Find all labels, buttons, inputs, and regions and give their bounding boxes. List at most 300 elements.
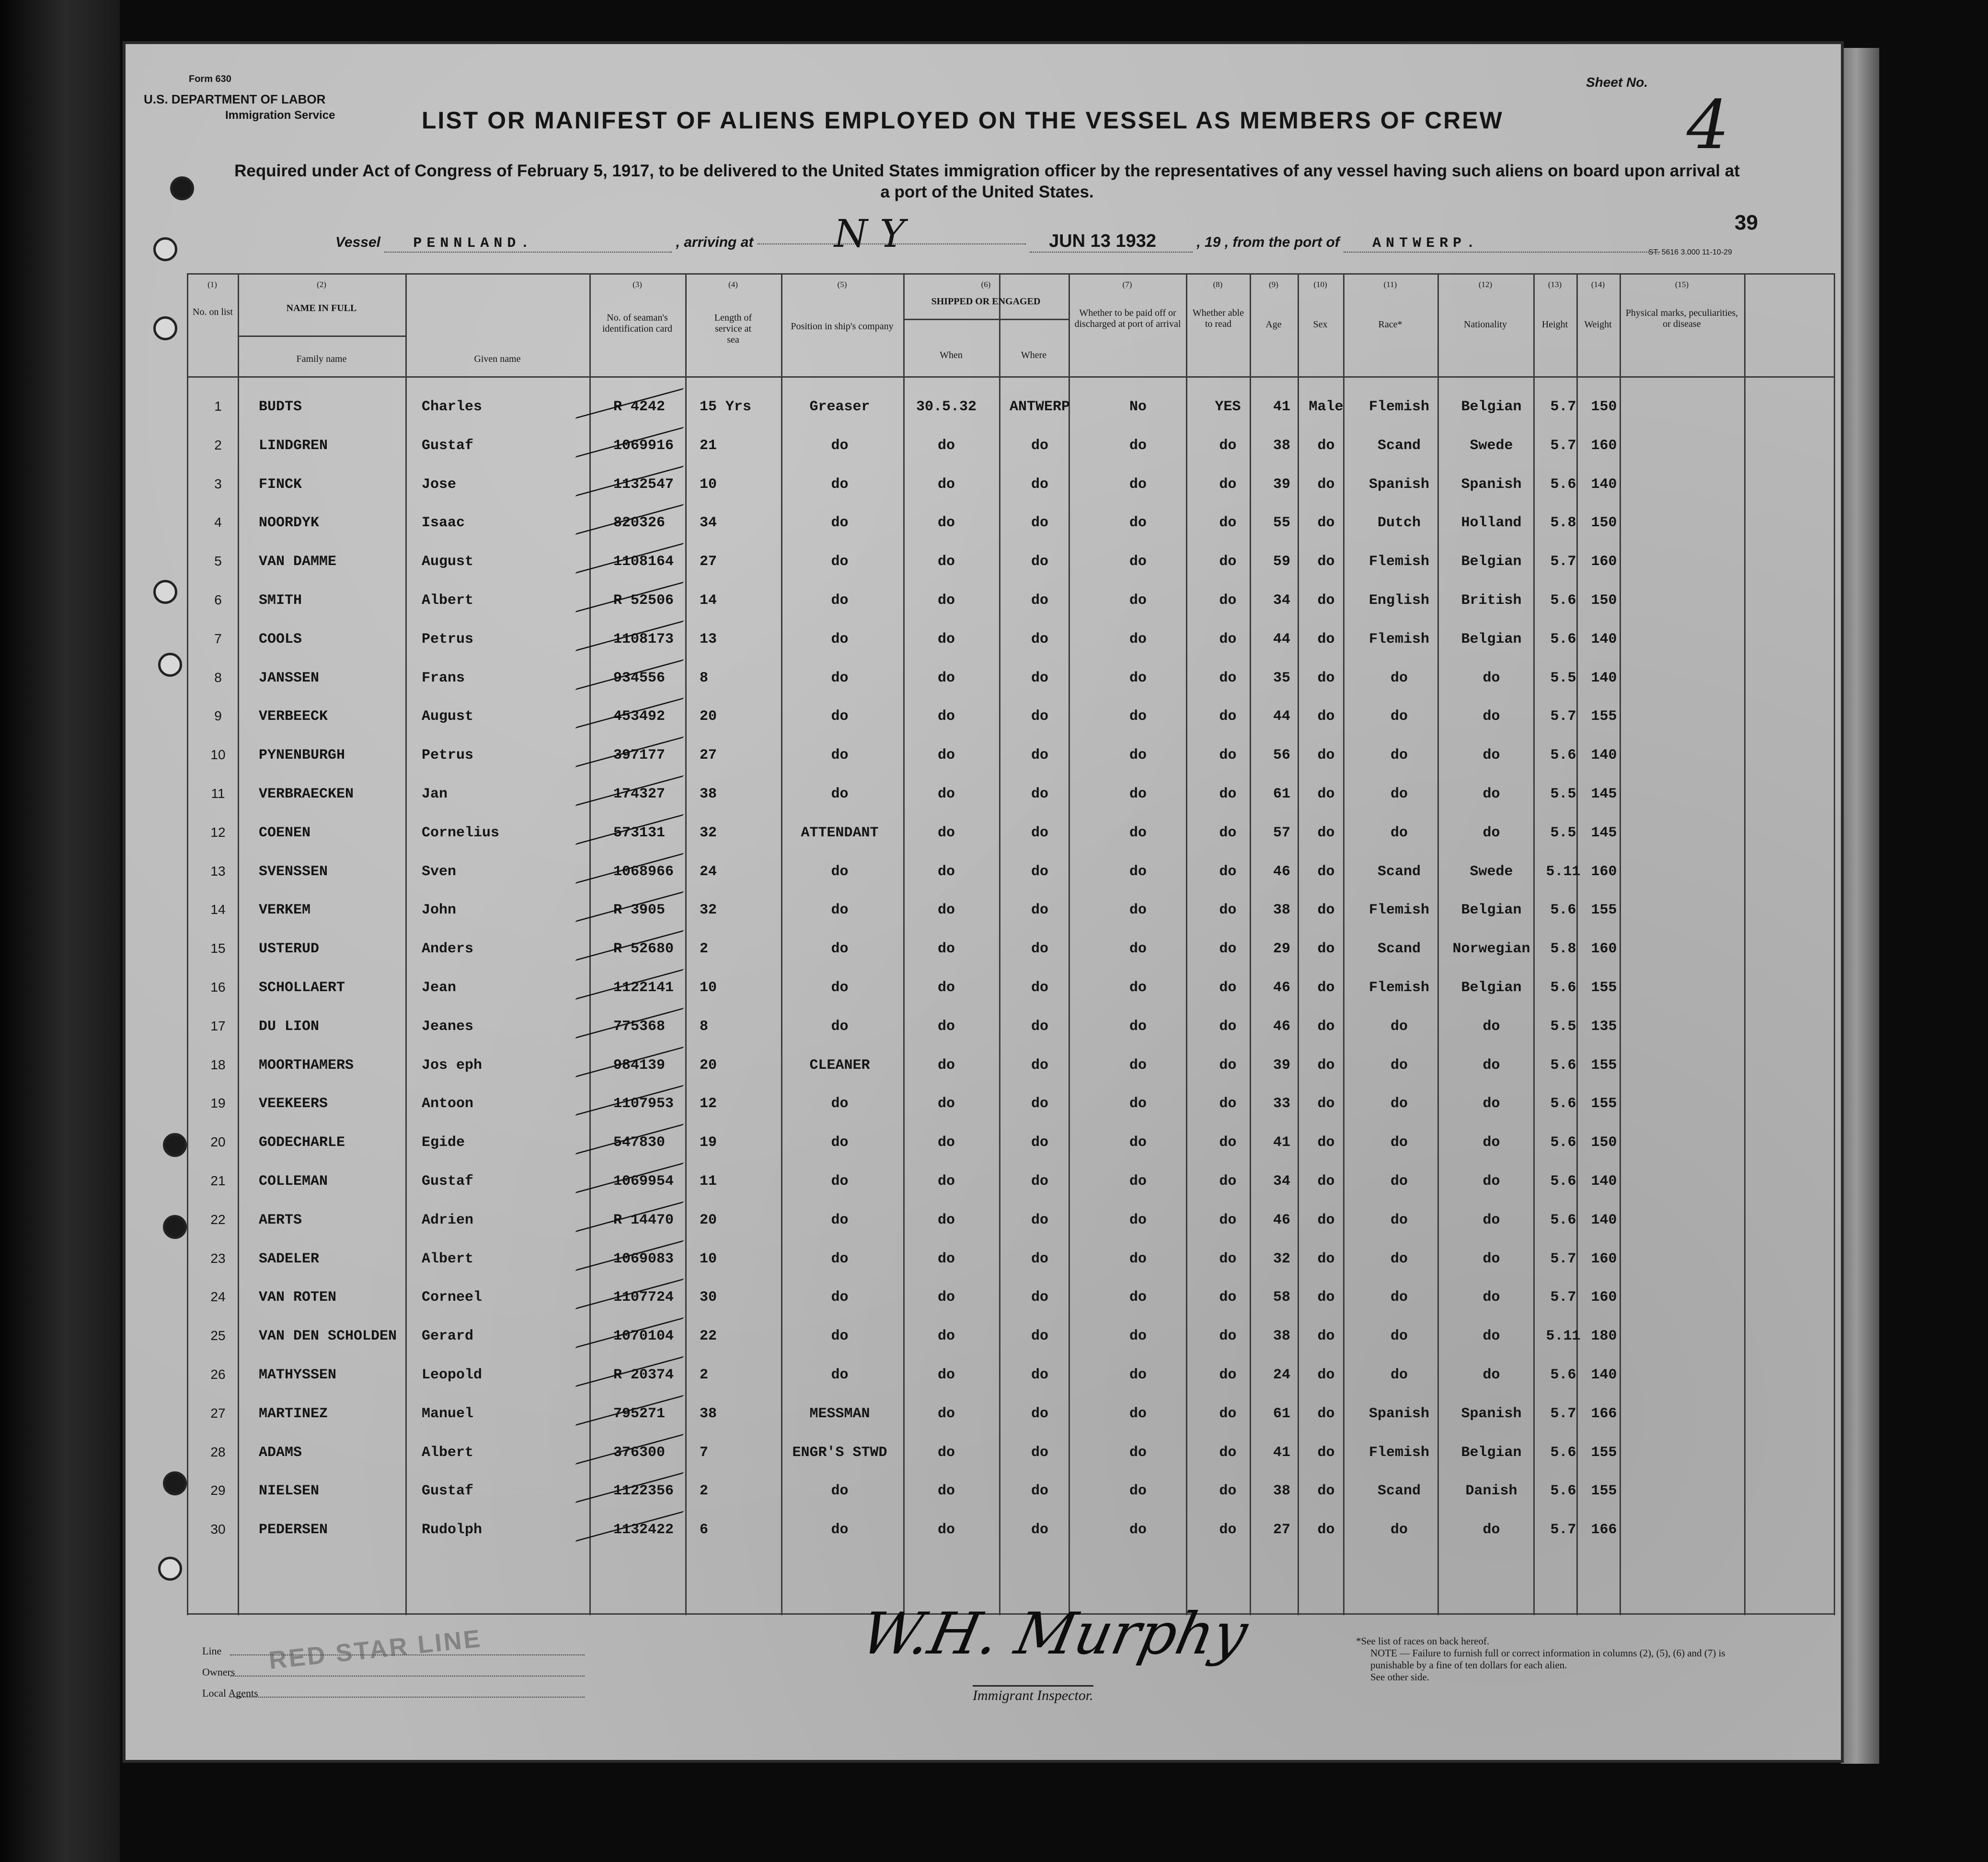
row-number-cell: 2 xyxy=(214,437,222,452)
inspector-signature: W.H. Murphy xyxy=(855,1601,1253,1667)
nationality-cell: do xyxy=(1482,1367,1500,1383)
given-name-cell: Frans xyxy=(422,670,465,686)
paid-off-cell: do xyxy=(1129,1483,1147,1500)
given-name-cell: Cornelius xyxy=(422,824,500,841)
row-number-cell: 9 xyxy=(214,708,222,724)
able-to-read-cell: do xyxy=(1219,824,1237,841)
shipped-when-cell: do xyxy=(937,554,955,570)
row-number-cell: 30 xyxy=(210,1522,226,1537)
height-cell: 5.6 xyxy=(1550,1057,1576,1074)
height-cell: 5.7 xyxy=(1550,554,1576,570)
age-cell: 34 xyxy=(1273,1173,1290,1190)
shipped-where-cell: do xyxy=(1031,1405,1048,1422)
able-to-read-cell: do xyxy=(1219,708,1237,725)
height-cell: 5.5 xyxy=(1550,670,1576,686)
family-name-cell: COOLS xyxy=(259,631,302,648)
id-card-cell: 934556 xyxy=(613,670,666,686)
height-cell: 5.7 xyxy=(1550,399,1576,415)
position-cell: do xyxy=(831,1096,849,1112)
nationality-cell: do xyxy=(1482,824,1500,841)
id-card-cell: R 52506 xyxy=(613,592,674,609)
table-row xyxy=(187,698,1835,736)
able-to-read-cell: do xyxy=(1219,1405,1237,1422)
nationality-cell: do xyxy=(1482,1096,1500,1112)
age-cell: 56 xyxy=(1273,747,1290,764)
sex-cell: do xyxy=(1317,554,1335,570)
height-cell: 5.6 xyxy=(1550,902,1576,919)
nationality-cell: Swede xyxy=(1470,863,1513,880)
table-row xyxy=(187,1124,1835,1162)
row-number-cell: 14 xyxy=(210,902,226,917)
height-cell: 5.6 xyxy=(1550,1444,1576,1461)
height-cell: 5.6 xyxy=(1550,1173,1576,1190)
race-cell: do xyxy=(1390,708,1408,725)
nationality-cell: Danish xyxy=(1465,1483,1517,1500)
shipped-when-cell: do xyxy=(937,941,955,958)
family-name-cell: PYNENBURGH xyxy=(259,747,345,764)
nationality-cell: Spanish xyxy=(1461,476,1522,493)
family-name-cell: VAN DAMME xyxy=(259,554,337,570)
age-cell: 34 xyxy=(1273,592,1290,609)
family-name-cell: MATHYSSEN xyxy=(259,1367,337,1383)
id-card-cell: 795271 xyxy=(613,1405,666,1422)
age-cell: 46 xyxy=(1273,980,1290,996)
shipped-where-cell: do xyxy=(1031,476,1048,493)
id-card-cell: 1122141 xyxy=(613,980,674,996)
sex-cell: do xyxy=(1317,1134,1335,1151)
shipped-where-cell: do xyxy=(1031,592,1048,609)
age-cell: 33 xyxy=(1273,1096,1290,1112)
sheet-label: Sheet No. xyxy=(1586,75,1648,90)
given-name-cell: John xyxy=(422,902,457,919)
weight-cell: 145 xyxy=(1591,824,1617,841)
able-to-read-cell: do xyxy=(1219,1483,1237,1500)
note-other-side: See other side. xyxy=(1370,1671,1430,1683)
table-row xyxy=(187,969,1835,1007)
able-to-read-cell: do xyxy=(1219,747,1237,764)
table-row xyxy=(187,1047,1835,1085)
paid-off-cell: do xyxy=(1129,941,1147,958)
id-card-cell: 397177 xyxy=(613,747,666,764)
nationality-cell: do xyxy=(1482,747,1500,764)
table-row xyxy=(187,659,1835,698)
sex-cell: do xyxy=(1317,476,1335,493)
age-cell: 61 xyxy=(1273,1405,1290,1422)
family-name-cell: GODECHARLE xyxy=(259,1134,345,1151)
service-length-cell: 30 xyxy=(700,1289,717,1306)
family-name-cell: VERBRAECKEN xyxy=(259,786,354,802)
paid-off-cell: do xyxy=(1129,1057,1147,1074)
shipped-when-cell: do xyxy=(937,1483,955,1500)
weight-cell: 140 xyxy=(1591,476,1617,493)
able-to-read-cell: do xyxy=(1219,1444,1237,1461)
family-name-cell: AERTS xyxy=(259,1212,302,1228)
header-height: Height xyxy=(1541,319,1568,330)
shipped-when-cell: do xyxy=(937,476,955,493)
form-code: ST. 5616 3.000 11-10-29 xyxy=(1648,248,1732,256)
row-number-cell: 5 xyxy=(214,554,222,569)
nationality-cell: Swede xyxy=(1470,437,1513,454)
row-number-cell: 4 xyxy=(214,515,222,530)
service-length-cell: 2 xyxy=(700,941,709,958)
punch-hole xyxy=(158,1557,182,1581)
red-star-line-stamp: RED STAR LINE xyxy=(267,1624,483,1675)
service-length-cell: 27 xyxy=(700,747,717,764)
race-cell: Flemish xyxy=(1368,902,1430,919)
given-name-cell: Gustaf xyxy=(422,1483,474,1500)
sex-cell: do xyxy=(1317,1018,1335,1035)
shipped-when-cell: do xyxy=(937,1057,955,1074)
age-cell: 46 xyxy=(1273,1018,1290,1035)
header-shipped: SHIPPED OR ENGAGED xyxy=(931,296,1041,307)
weight-cell: 150 xyxy=(1591,1134,1617,1151)
service-length-cell: 20 xyxy=(700,1212,717,1228)
row-number-cell: 21 xyxy=(210,1173,226,1188)
age-cell: 44 xyxy=(1273,631,1290,648)
nationality-cell: do xyxy=(1482,1289,1500,1306)
header-no-on-list: No. on list xyxy=(193,307,233,317)
able-to-read-cell: do xyxy=(1219,1134,1237,1151)
service-length-cell: 24 xyxy=(700,863,717,880)
row-number-cell: 3 xyxy=(214,476,222,491)
weight-cell: 140 xyxy=(1591,1173,1617,1190)
able-to-read-cell: do xyxy=(1219,1522,1237,1538)
header-family-name: Family name xyxy=(296,354,347,364)
family-name-cell: PEDERSEN xyxy=(259,1522,328,1538)
weight-cell: 160 xyxy=(1591,863,1617,880)
position-cell: do xyxy=(831,670,849,686)
shipped-when-cell: do xyxy=(937,747,955,764)
shipped-where-cell: ANTWERP xyxy=(1009,399,1070,415)
service-length-cell: 10 xyxy=(700,476,717,493)
family-name-cell: SVENSSEN xyxy=(259,863,328,880)
nationality-cell: Belgian xyxy=(1461,902,1522,919)
from-label: , from the port of xyxy=(1224,234,1340,250)
sex-cell: do xyxy=(1317,1444,1335,1461)
service-length-cell: 10 xyxy=(700,1250,717,1267)
paid-off-cell: do xyxy=(1129,670,1147,686)
position-cell: MESSMAN xyxy=(809,1405,870,1422)
sex-cell: do xyxy=(1317,863,1335,880)
position-cell: do xyxy=(831,1522,849,1538)
shipped-when-cell: do xyxy=(937,515,955,532)
shipped-where-cell: do xyxy=(1031,1018,1048,1035)
row-number-cell: 17 xyxy=(210,1018,226,1033)
race-cell: do xyxy=(1390,1018,1408,1035)
header-when: When xyxy=(940,350,963,360)
able-to-read-cell: do xyxy=(1219,476,1237,493)
nationality-cell: Norwegian xyxy=(1452,941,1530,958)
table-row xyxy=(187,1395,1835,1434)
position-cell: do xyxy=(831,1328,849,1345)
race-cell: do xyxy=(1390,1367,1408,1383)
given-name-cell: Jos eph xyxy=(422,1057,483,1074)
paid-off-cell: do xyxy=(1129,1444,1147,1461)
height-cell: 5.6 xyxy=(1550,476,1576,493)
service-length-cell: 6 xyxy=(700,1522,709,1538)
family-name-cell: BUDTS xyxy=(259,399,302,415)
able-to-read-cell: do xyxy=(1219,1057,1237,1074)
id-card-cell: 453492 xyxy=(613,708,666,725)
sex-cell: do xyxy=(1317,786,1335,802)
paid-off-cell: do xyxy=(1129,747,1147,764)
position-cell: do xyxy=(831,747,849,764)
given-name-cell: Gustaf xyxy=(422,437,474,454)
punch-hole xyxy=(153,237,177,261)
shipped-where-cell: do xyxy=(1031,437,1048,454)
row-number-cell: 19 xyxy=(210,1096,226,1111)
shipped-header-rule xyxy=(903,319,1069,320)
family-name-cell: USTERUD xyxy=(259,941,320,958)
given-name-cell: Albert xyxy=(422,592,474,609)
shipped-where-cell: do xyxy=(1031,1134,1048,1151)
table-row xyxy=(187,1356,1835,1395)
row-number-cell: 8 xyxy=(214,670,222,685)
sex-cell: do xyxy=(1317,708,1335,725)
vessel-name: PENNLAND. xyxy=(384,235,672,253)
position-cell: do xyxy=(831,592,849,609)
shipped-when-cell: do xyxy=(937,1522,955,1538)
service-length-cell: 19 xyxy=(700,1134,717,1151)
able-to-read-cell: do xyxy=(1219,941,1237,958)
shipped-where-cell: do xyxy=(1031,708,1048,725)
age-cell: 41 xyxy=(1273,1134,1290,1151)
position-cell: do xyxy=(831,980,849,996)
shipped-when-cell: do xyxy=(937,1134,955,1151)
height-cell: 5.6 xyxy=(1550,1483,1576,1500)
row-number-cell: 13 xyxy=(210,863,226,879)
header-id-card: No. of seaman's identification card xyxy=(602,312,673,334)
shipped-when-cell: do xyxy=(937,437,955,454)
punch-hole xyxy=(158,653,182,677)
weight-cell: 155 xyxy=(1591,1096,1617,1112)
shipped-where-cell: do xyxy=(1031,980,1048,996)
position-cell: do xyxy=(831,437,849,454)
header-length-service: Length of service at sea xyxy=(714,312,752,345)
weight-cell: 155 xyxy=(1591,902,1617,919)
race-cell: do xyxy=(1390,1328,1408,1345)
table-rule xyxy=(187,273,1835,275)
given-name-cell: Jan xyxy=(422,786,448,802)
weight-cell: 160 xyxy=(1591,941,1617,958)
shipped-where-cell: do xyxy=(1031,747,1048,764)
position-cell: do xyxy=(831,476,849,493)
paid-off-cell: do xyxy=(1129,437,1147,454)
race-cell: do xyxy=(1390,824,1408,841)
header-nationality: Nationality xyxy=(1464,319,1507,330)
header-weight: Weight xyxy=(1584,319,1612,330)
race-cell: Flemish xyxy=(1368,980,1430,996)
position-cell: do xyxy=(831,708,849,725)
age-cell: 38 xyxy=(1273,1328,1290,1345)
family-name-cell: MOORTHAMERS xyxy=(259,1057,354,1074)
id-card-cell: 1069916 xyxy=(613,437,674,454)
shipped-when-cell: do xyxy=(937,631,955,648)
given-name-cell: Charles xyxy=(422,399,483,415)
able-to-read-cell: do xyxy=(1219,863,1237,880)
weight-cell: 180 xyxy=(1591,1328,1617,1345)
sex-cell: do xyxy=(1317,980,1335,996)
sex-cell: do xyxy=(1317,592,1335,609)
id-card-cell: 1107953 xyxy=(613,1096,674,1112)
col-num-5: (5) xyxy=(837,280,847,289)
paid-off-cell: do xyxy=(1129,554,1147,570)
service-length-cell: 8 xyxy=(700,1018,709,1035)
sex-cell: do xyxy=(1317,902,1335,919)
able-to-read-cell: YES xyxy=(1215,399,1241,415)
weight-cell: 140 xyxy=(1591,1367,1617,1383)
given-name-cell: Albert xyxy=(422,1250,474,1267)
row-number-cell: 28 xyxy=(210,1444,226,1459)
shipped-where-cell: do xyxy=(1031,902,1048,919)
service-length-cell: 12 xyxy=(700,1096,717,1112)
shipped-when-cell: do xyxy=(937,1250,955,1267)
id-card-cell: 984139 xyxy=(613,1057,666,1074)
header-able-read: Whether able to read xyxy=(1192,308,1244,329)
header-sex: Sex xyxy=(1313,319,1328,330)
id-card-cell: 1070104 xyxy=(613,1328,674,1345)
shipped-when-cell: do xyxy=(937,592,955,609)
row-number-cell: 11 xyxy=(211,786,225,801)
position-cell: do xyxy=(831,554,849,570)
row-number-cell: 12 xyxy=(210,824,226,840)
nationality-cell: do xyxy=(1482,1250,1500,1267)
shipped-where-cell: do xyxy=(1031,824,1048,841)
nationality-cell: do xyxy=(1482,1328,1500,1345)
able-to-read-cell: do xyxy=(1219,670,1237,686)
weight-cell: 140 xyxy=(1591,631,1617,648)
race-cell: Flemish xyxy=(1368,631,1430,648)
position-cell: do xyxy=(831,1483,849,1500)
race-cell: Scand xyxy=(1377,1483,1421,1500)
name-header-rule xyxy=(238,335,405,337)
col-num-3: (3) xyxy=(632,280,642,289)
paid-off-cell: do xyxy=(1129,902,1147,919)
paid-off-cell: do xyxy=(1129,1405,1147,1422)
race-cell: Flemish xyxy=(1368,554,1430,570)
position-cell: ENGR'S STWD xyxy=(792,1444,887,1461)
id-card-cell: 1108173 xyxy=(613,631,674,648)
table-row xyxy=(187,891,1835,930)
given-name-cell: Albert xyxy=(422,1444,474,1461)
family-name-cell: VERKEM xyxy=(259,902,311,919)
able-to-read-cell: do xyxy=(1219,980,1237,996)
weight-cell: 155 xyxy=(1591,1483,1617,1500)
family-name-cell: VERBEECK xyxy=(259,708,328,725)
nationality-cell: do xyxy=(1482,1212,1500,1228)
sex-cell: do xyxy=(1317,1250,1335,1267)
nationality-cell: do xyxy=(1482,670,1500,686)
position-cell: do xyxy=(831,1250,849,1267)
id-card-cell: 1069083 xyxy=(613,1250,674,1267)
paid-off-cell: do xyxy=(1129,1289,1147,1306)
weight-cell: 166 xyxy=(1591,1522,1617,1538)
table-row xyxy=(187,930,1835,969)
race-cell: Spanish xyxy=(1368,476,1430,493)
arriving-port: N Y xyxy=(758,224,1026,244)
shipped-when-cell: do xyxy=(937,863,955,880)
sex-cell: do xyxy=(1317,1405,1335,1422)
service-length-cell: 32 xyxy=(700,824,717,841)
paid-off-cell: do xyxy=(1129,1173,1147,1190)
sex-cell: do xyxy=(1317,1289,1335,1306)
shipped-when-cell: do xyxy=(937,1289,955,1306)
col-num-14: (14) xyxy=(1591,280,1605,289)
table-row xyxy=(187,814,1835,853)
shipped-when-cell: do xyxy=(937,1173,955,1190)
age-cell: 61 xyxy=(1273,786,1290,802)
position-cell: do xyxy=(831,1134,849,1151)
paid-off-cell: do xyxy=(1129,1328,1147,1345)
family-name-cell: VAN DEN SCHOLDEN xyxy=(259,1328,397,1345)
table-rule xyxy=(187,376,1835,378)
nationality-cell: do xyxy=(1482,786,1500,802)
service-length-cell: 2 xyxy=(700,1483,709,1500)
shipped-when-cell: do xyxy=(937,1018,955,1035)
shipped-when-cell: do xyxy=(937,1444,955,1461)
given-name-cell: August xyxy=(422,554,474,570)
family-name-cell: VAN ROTEN xyxy=(259,1289,337,1306)
note-fine: NOTE — Failure to furnish full or correct information in columns (2), (5), (6) and (7) is punishable by a fine of ten dollars for each alien. xyxy=(1370,1647,1725,1671)
service-length-cell: 13 xyxy=(700,631,717,648)
nationality-cell: Belgian xyxy=(1461,1444,1522,1461)
shipped-when-cell: do xyxy=(937,1212,955,1228)
shipped-where-cell: do xyxy=(1031,1057,1048,1074)
sex-cell: do xyxy=(1317,1522,1335,1538)
nationality-cell: Belgian xyxy=(1461,980,1522,996)
family-name-cell: NIELSEN xyxy=(259,1483,320,1500)
age-cell: 39 xyxy=(1273,476,1290,493)
able-to-read-cell: do xyxy=(1219,554,1237,570)
service-length-cell: 11 xyxy=(700,1173,717,1190)
height-cell: 5.6 xyxy=(1550,592,1576,609)
table-row xyxy=(187,466,1835,504)
shipped-where-cell: do xyxy=(1031,941,1048,958)
weight-cell: 155 xyxy=(1591,1057,1617,1074)
given-name-cell: Anders xyxy=(422,941,474,958)
paid-off-cell: do xyxy=(1129,1018,1147,1035)
col-num-4: (4) xyxy=(728,280,738,289)
service: Immigration Service xyxy=(225,109,335,122)
row-number-cell: 27 xyxy=(210,1405,226,1421)
height-cell: 5.6 xyxy=(1550,1096,1576,1112)
position-cell: do xyxy=(831,1018,849,1035)
table-row xyxy=(187,1318,1835,1356)
service-length-cell: 34 xyxy=(700,515,717,532)
page-number: 39 xyxy=(1735,211,1758,234)
shipped-when-cell: do xyxy=(937,1096,955,1112)
paid-off-cell: do xyxy=(1129,980,1147,996)
nationality-cell: do xyxy=(1482,1173,1500,1190)
paid-off-cell: do xyxy=(1129,786,1147,802)
service-length-cell: 8 xyxy=(700,670,709,686)
weight-cell: 155 xyxy=(1591,708,1617,725)
table-row xyxy=(187,1434,1835,1472)
given-name-cell: Isaac xyxy=(422,515,465,532)
race-cell: do xyxy=(1390,1057,1408,1074)
page-edge xyxy=(1841,48,1879,1764)
shipped-when-cell: do xyxy=(937,1328,955,1345)
department: U.S. DEPARTMENT OF LABOR xyxy=(144,92,326,106)
table-row xyxy=(187,737,1835,775)
id-card-cell: R 52680 xyxy=(613,941,674,958)
height-cell: 5.7 xyxy=(1550,1289,1576,1306)
paid-off-cell: do xyxy=(1129,1212,1147,1228)
shipped-where-cell: do xyxy=(1031,554,1048,570)
id-card-cell: R 20374 xyxy=(613,1367,674,1383)
table-row xyxy=(187,427,1835,465)
sex-cell: do xyxy=(1317,941,1335,958)
